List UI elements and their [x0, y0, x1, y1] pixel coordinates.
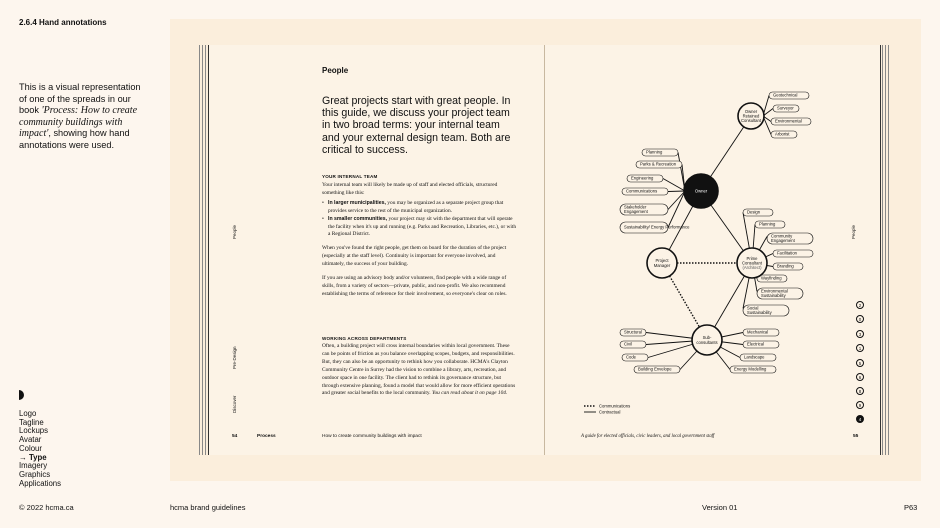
owner-consultant-node-label: Consultant [740, 118, 762, 124]
page-edge [199, 45, 200, 455]
nav-item-colour[interactable]: Colour [19, 443, 42, 453]
subconsultant-item-label: Landscape [744, 354, 765, 360]
owner-consultant-node-label: Retained [742, 113, 760, 119]
consultant-item-label: Surveyor [777, 105, 794, 111]
working-text: Often, a building project will cross internal boundaries within local government. These can be points of friction as you balance overlapping scopes, budgets, and responsibilities. But, they can also be an opportunity to rethink how you collaborate. HCMA's Clayton Community Centre in Surrey had the vision to combine a library, arts, recreation, and outdoor space in one facility. The client had to rethink its governance structure, but through extensive planning, found a model that would allow for more efficient operations and greater social benefits to the local community. [322, 343, 516, 397]
consultant-item-label: Environmental [775, 118, 802, 124]
architect-item-label: Design [747, 209, 761, 215]
stage-indicator[interactable]: 0 [856, 315, 864, 323]
connector-line [668, 191, 685, 192]
nav-item-applications[interactable]: Applications [19, 478, 62, 488]
footer-page: P63 [904, 503, 918, 512]
bullet-text: your project may sit with the department that will operate the facility when it's up and running (e.g. Parks and Recreation, Libraries, etc.), or with a Regional District. [328, 215, 517, 238]
left-page-number: 54 [232, 434, 238, 439]
subconsultant-item-label: Structural [624, 329, 642, 335]
connector-line [668, 191, 685, 210]
connector-line [668, 191, 685, 228]
owner-item-label: Sustainability/ Energy Performance [624, 224, 690, 230]
prime-consultant-node-label: Consultant [741, 260, 763, 266]
book-spread [208, 45, 880, 455]
stage-indicator[interactable]: 8 [856, 387, 864, 395]
internal-team-body [322, 182, 517, 299]
owner-item-label: Communications [626, 188, 658, 194]
prime-consultant-node-sublabel: (Architect) [742, 265, 762, 271]
project-manager-node-label: Project [655, 258, 669, 264]
consultant-item-label: Arborist [775, 131, 790, 137]
architect-item-label: Sustainability [761, 292, 786, 298]
right-footer-text: A guide for elected officials, civic leaders, and local government staff [581, 434, 715, 439]
page-edge [885, 45, 886, 455]
book-spine [544, 45, 545, 455]
subconsultant-item-label: Electrical [747, 341, 764, 347]
paragraph: If you are using an advisory body and/or volunteers, find people with a wide range of skills, from a variety of sectors—private, public, and non-profit. We also recommend establishing the terms of reference for their involvement, so everyone's clear on roles. [322, 275, 507, 297]
footer-copyright: © 2022 hcma.ca [19, 503, 74, 512]
architect-item-label: Planning [759, 221, 776, 227]
right-page-number: 55 [853, 434, 859, 439]
half-circle-icon [19, 390, 26, 400]
architect-item-label: Facilitation [777, 250, 798, 256]
owner-node-label: Owner [694, 188, 708, 194]
right-page [544, 45, 881, 455]
stage-indicator[interactable]: 2 [856, 301, 864, 309]
subconsultant-item-label: Code [626, 354, 637, 360]
nav-item-tagline[interactable]: Tagline [19, 417, 44, 427]
lead-paragraph: Great projects start with great people. In this guide, we discuss your project team in two broad terms: your internal team and your external design team. Both are critical to success. [322, 95, 511, 156]
owner-item-label: Engagement [624, 208, 648, 214]
internal-intro: Your internal team will likely be made up of staff and elected officials, structured something like this: [322, 182, 498, 196]
page-edge [202, 45, 203, 455]
section-nav [19, 410, 61, 488]
bullet-smaller [322, 216, 517, 240]
footer-guide: hcma brand guidelines [170, 503, 246, 512]
page-heading: People [322, 66, 349, 75]
page-edge [882, 45, 883, 455]
side-tab-people: People [232, 224, 237, 239]
prime-consultant-node-label: Prime [746, 255, 758, 261]
section-title: 2.6.4 Hand annotations [19, 18, 107, 27]
project-manager-node-label: Manager [653, 262, 671, 268]
bullet-text: you may be organized as a separate project group that provides service to the rest of the municipal organization. [328, 199, 504, 214]
working-body [322, 343, 517, 398]
bullet-bold: In smaller communities, [328, 215, 388, 222]
working-heading: WORKING ACROSS DEPARTMENTS [322, 336, 407, 341]
paragraph: When you've found the right people, get them on board for the duration of the project (especially at the staff level). Continuity is important for everyone involved, and ultimately, the success of your building. [322, 245, 507, 268]
left-footer-title: How to create community buildings with impact [322, 434, 422, 439]
legend-contractual: Contractual [599, 409, 621, 415]
page-reference-link[interactable]: You can read about it on page 104. [431, 390, 508, 397]
stage-indicator[interactable]: 5 [856, 359, 864, 367]
legend-communications: Communications [599, 403, 631, 409]
architect-item-label: Social [747, 305, 759, 311]
bullet-bold: In larger municipalities, [328, 199, 386, 206]
left-page [208, 45, 545, 455]
architect-item-label: Community [771, 233, 793, 239]
subconsultants-node-label: Sub- [702, 335, 712, 341]
architect-item-label: Sustainability [747, 309, 772, 315]
nav-item-lockups[interactable]: Lockups [19, 426, 49, 436]
intro-book-title: 'Process: How to create community buildings with impact' [19, 105, 138, 139]
consultant-item-label: Geotechnical [773, 92, 798, 98]
side-tab-discover: Discover [232, 395, 237, 413]
stage-indicator[interactable]: 9 [856, 401, 864, 409]
intro-text [19, 82, 147, 151]
owner-consultant-node-label: Owner [744, 108, 758, 114]
architect-item-label: Branding [777, 263, 794, 269]
architect-item-label: Environmental [761, 288, 788, 294]
subconsultant-item-label: Civil [624, 341, 632, 347]
page-edge [205, 45, 206, 455]
nav-item-avatar[interactable]: Avatar [19, 435, 42, 445]
subconsultant-item-label: Building Envelope [638, 366, 672, 372]
subconsultant-item-label: Energy Modelling [734, 366, 767, 372]
owner-item-label: Planning [646, 149, 663, 155]
page-edge [888, 45, 889, 455]
owner-item-label: Stakeholder [624, 204, 647, 210]
nav-item-imagery[interactable]: Imagery [19, 461, 48, 471]
subconsultant-item-label: Mechanical [747, 329, 769, 335]
nav-item-logo[interactable]: Logo [19, 409, 37, 418]
side-tab-people-right: People [851, 224, 856, 239]
side-tab-pre-design: Pre-Design [232, 346, 237, 369]
stage-indicator[interactable]: 3 [856, 330, 864, 338]
stage-indicator[interactable]: 4 [856, 415, 864, 423]
internal-team-heading: YOUR INTERNAL TEAM [322, 174, 378, 179]
stage-indicator[interactable]: 1 [856, 344, 864, 352]
nav-item-type[interactable]: → Type [19, 452, 47, 462]
architect-item-label: Wayfinding [761, 275, 782, 281]
owner-item-label: Engineering [631, 175, 654, 181]
owner-item-label: Parks & Recreation [640, 161, 677, 167]
architect-item-label: Engagement [771, 237, 795, 243]
intro-before: This is a visual representation of one of the spreads in our book [19, 82, 141, 115]
footer-version: Version 01 [702, 503, 738, 512]
stage-indicator[interactable]: 6 [856, 373, 864, 381]
bullet-larger [322, 200, 517, 216]
project-team-diagram [544, 45, 880, 455]
intro-after: , showing how hand annotations were used. [19, 128, 130, 150]
left-section-label: Process [257, 434, 276, 439]
subconsultants-node-label: consultants [696, 339, 718, 345]
nav-item-graphics[interactable]: Graphics [19, 469, 51, 479]
